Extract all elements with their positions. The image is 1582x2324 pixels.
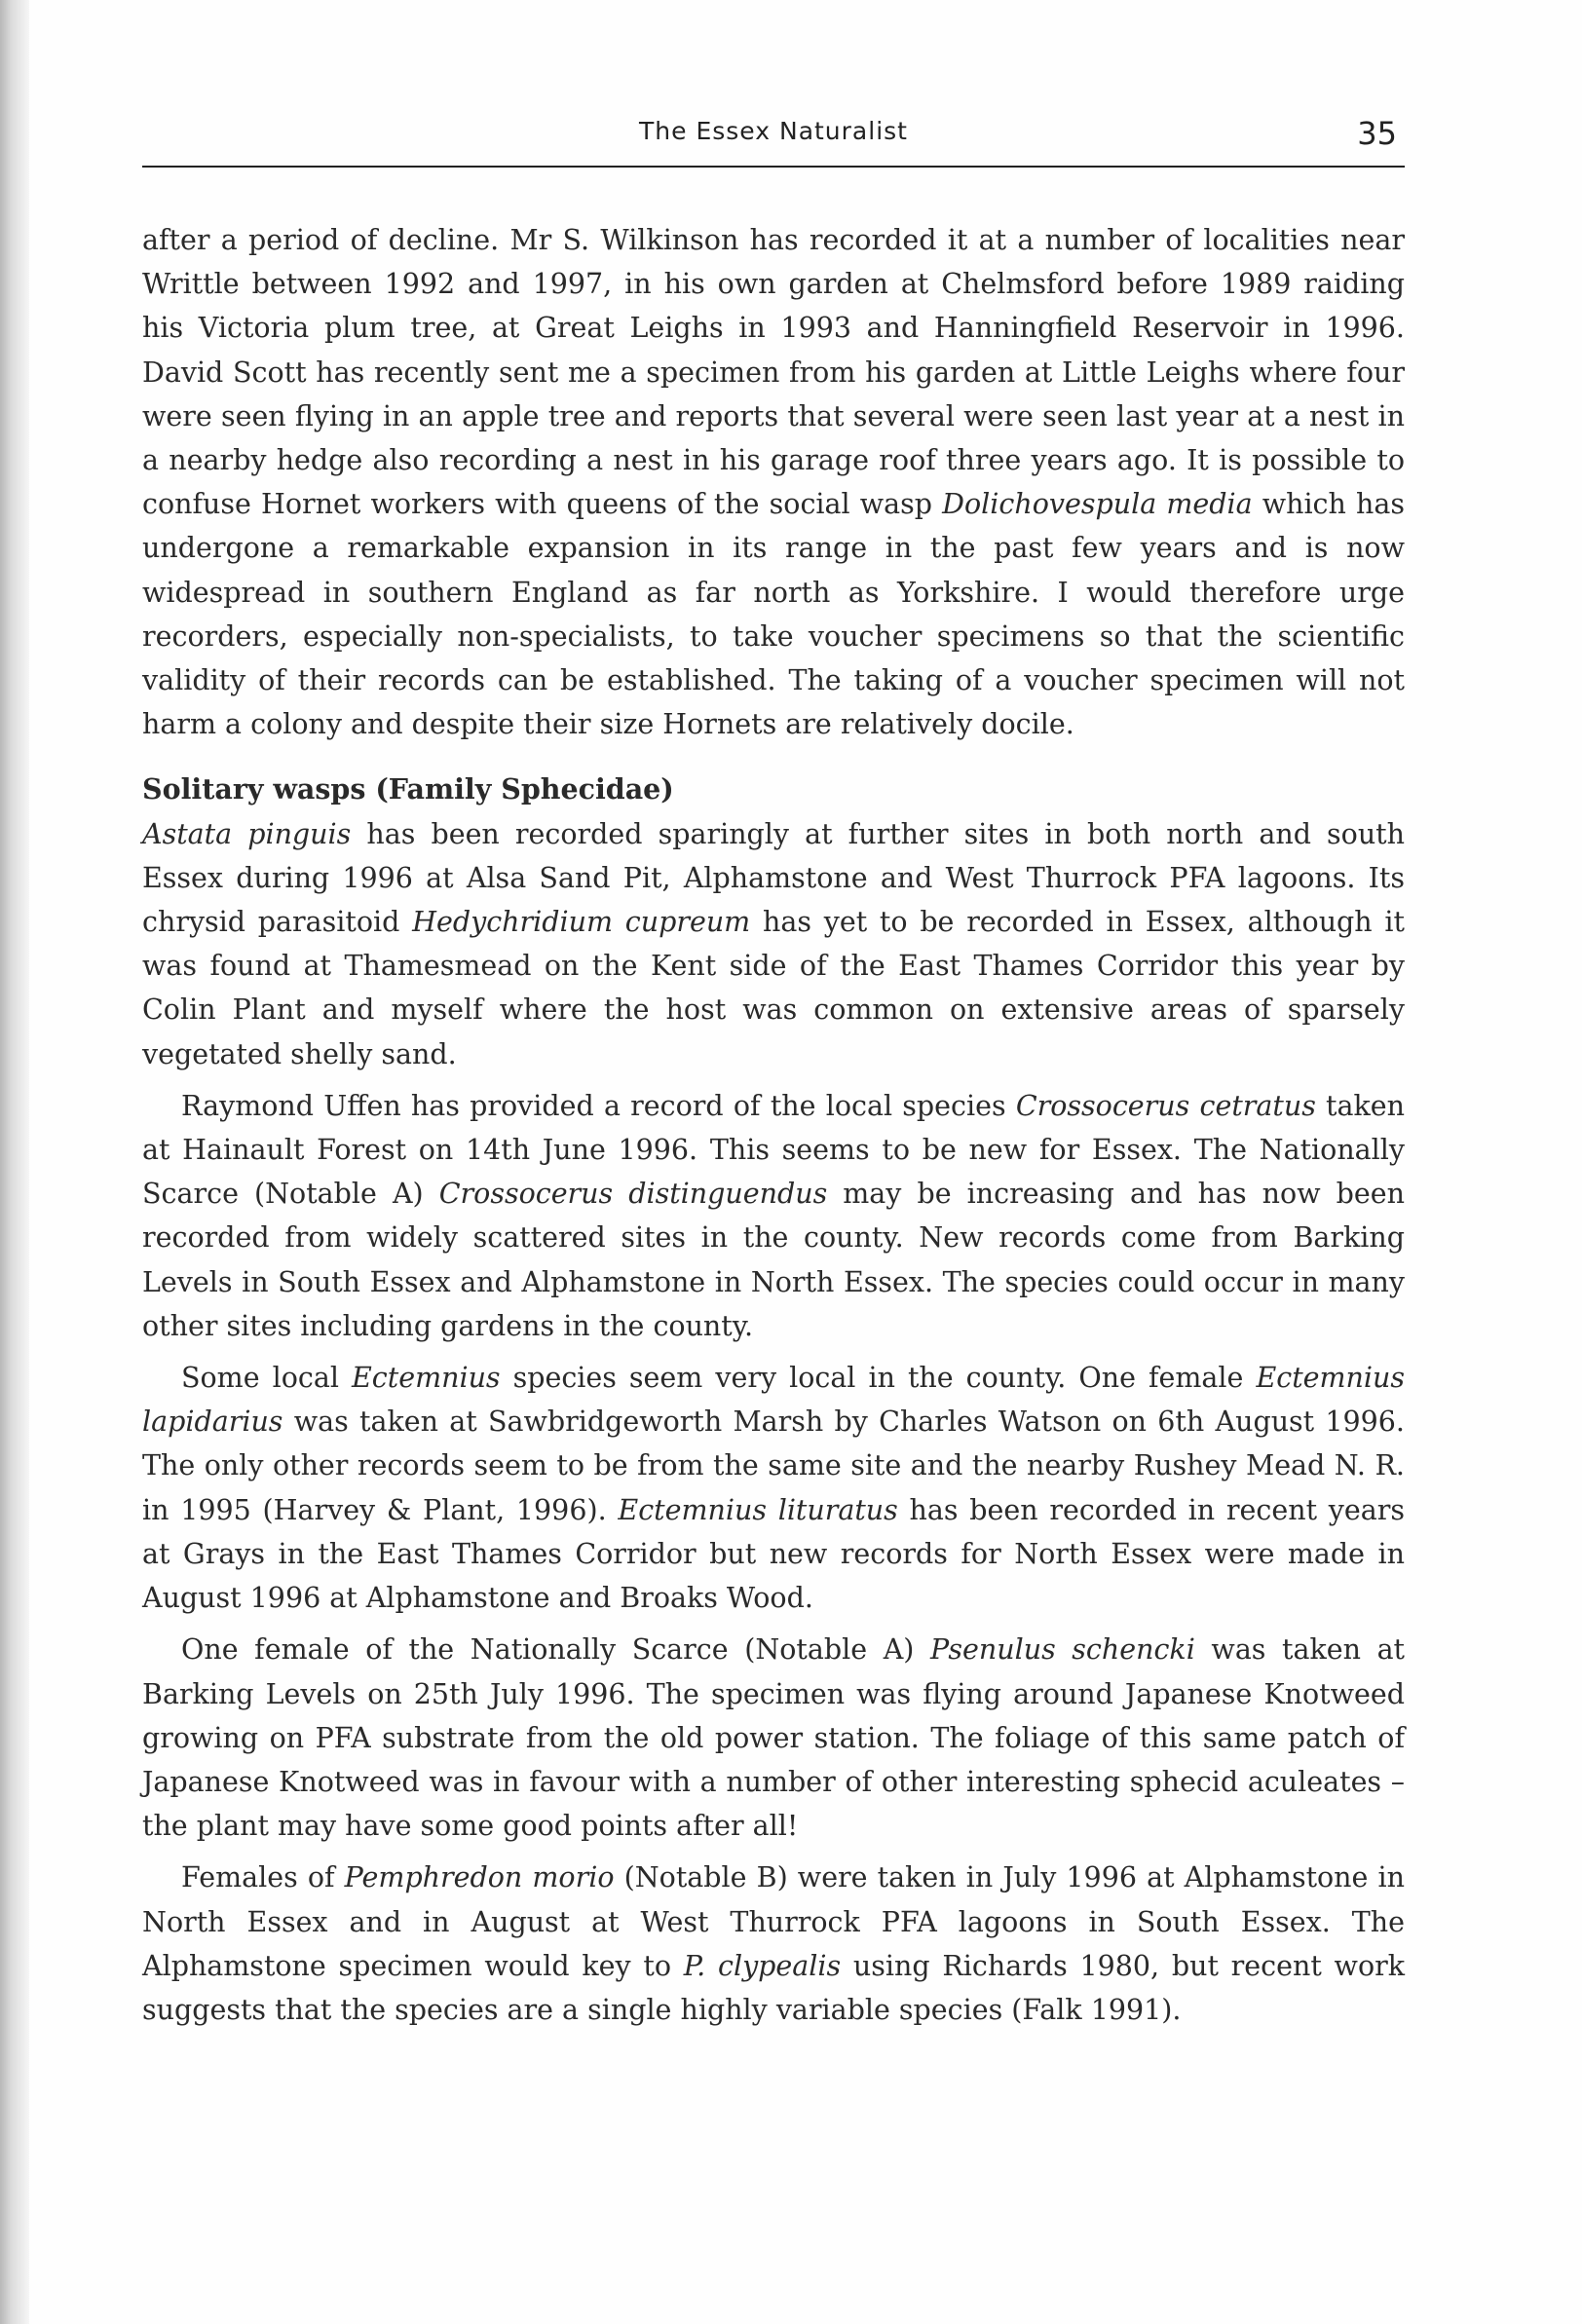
paragraph-pemphredon: Females of Pemphredon morio (Notable B) were taken in July 1996 at Alphamstone in North Essex and in August at West Thurrock PFA lagoons in South Essex. The Alphamstone specimen would key to P. clypealis using Richards 1980, but recent work suggests that the species are a single highly variable species (Falk 1991). [142,1861,1405,2026]
journal-title: The Essex Naturalist [639,117,908,145]
running-header [142,107,1405,168]
scan-shadow [0,0,29,2324]
species-name: Dolichovespula media [942,488,1253,521]
species-name: Pemphredon morio [344,1861,615,1894]
species-name: Astata pinguis [142,817,352,850]
species-name: Hedychridium cupreum [412,906,751,939]
paragraph-hornet: after a period of decline. Mr S. Wilkinson has recorded it at a number of localities near Writtle between 1992 and 1997, in his own garden at Chelmsford before 1989 raiding his Victoria plum tree, at Great Leighs in 1993 and Hanningfield Reservoir in 1996. David Scott has recently sent me a specimen from his garden at Little Leighs where four were seen flying in an apple tree and reports that several were seen last year at a nest in a nearby hedge also recording a nest in his garage roof three years ago. It is possible to confuse Hornet workers with queens of the social wasp Dolichovespula media which has undergone a remarkable expansion in its range in the past few years and is now widespread in southern England as far north as Yorkshire. I would therefore urge recorders, especially non-specialists, to take voucher specimens so that the scientific validity of their records can be established. The taking of a voucher specimen will not harm a colony and despite their size Hornets are relatively docile. [142,224,1405,741]
species-name: Crossocerus cetratus [1015,1089,1316,1122]
species-name: Ectemnius [352,1362,501,1395]
paragraph-crossocerus: Raymond Uffen has provided a record of the local species Crossocerus cetratus taken at Hainault Forest on 14th June 1996. This seems to be new for Essex. The Nationally Scarce (Notable A) Crossocerus distinguendus may be increasing and has now been recorded from widely scattered sites in the county. New records come from Barking Levels in South Essex and Alphamstone in North Essex. The species could occur in many other sites including gardens in the county. [142,1089,1405,1342]
species-name: P. clypealis [683,1949,842,1982]
paragraph-psenulus: One female of the Nationally Scarce (Notable A) Psenulus schencki was taken at Barking Levels on 25th July 1996. The specimen was flying around Japanese Knotweed growing on PFA substrate from the old power station. The foliage of this same patch of Japanese Knotweed was in favour with a number of other interesting sphecid aculeates – the plant may have some good points after all! [142,1633,1406,1843]
document-page [142,107,1405,2289]
species-name: Psenulus schencki [930,1633,1195,1667]
body-text [142,218,1405,2032]
paragraph-astata: Astata pinguis has been recorded sparingly at further sites in both north and south Essex during 1996 at Alsa Sand Pit, Alphamstone and West Thurrock PFA lagoons. Its chrysid parasitoid Hedychridium cupreum has yet to be recorded in Essex, although it was found at Thamesmead on the Kent side of the East Thames Corridor this year by Colin Plant and myself where the host was common on extensive areas of sparsely vegetated shelly sand. [142,817,1405,1070]
paragraph-ectemnius: Some local Ectemnius species seem very local in the county. One female Ectemnius lapidarius was taken at Sawbridgeworth Marsh by Charles Watson on 6th August 1996. The only other records seem to be from the same site and the nearby Rushey Mead N. R. in 1995 (Harvey & Plant, 1996). Ectemnius lituratus has been recorded in recent years at Grays in the East Thames Corridor but new records for North Essex were made in August 1996 at Alphamstone and Broaks Wood. [142,1362,1405,1615]
section-heading-solitary-wasps: Solitary wasps (Family Sphecidae) [142,772,674,806]
species-name: Ectemnius lituratus [618,1493,898,1526]
page-number: 35 [1357,115,1397,152]
species-name: Crossocerus distinguendus [438,1178,828,1211]
species-name: Ectemnius lapidarius [142,1362,1405,1439]
